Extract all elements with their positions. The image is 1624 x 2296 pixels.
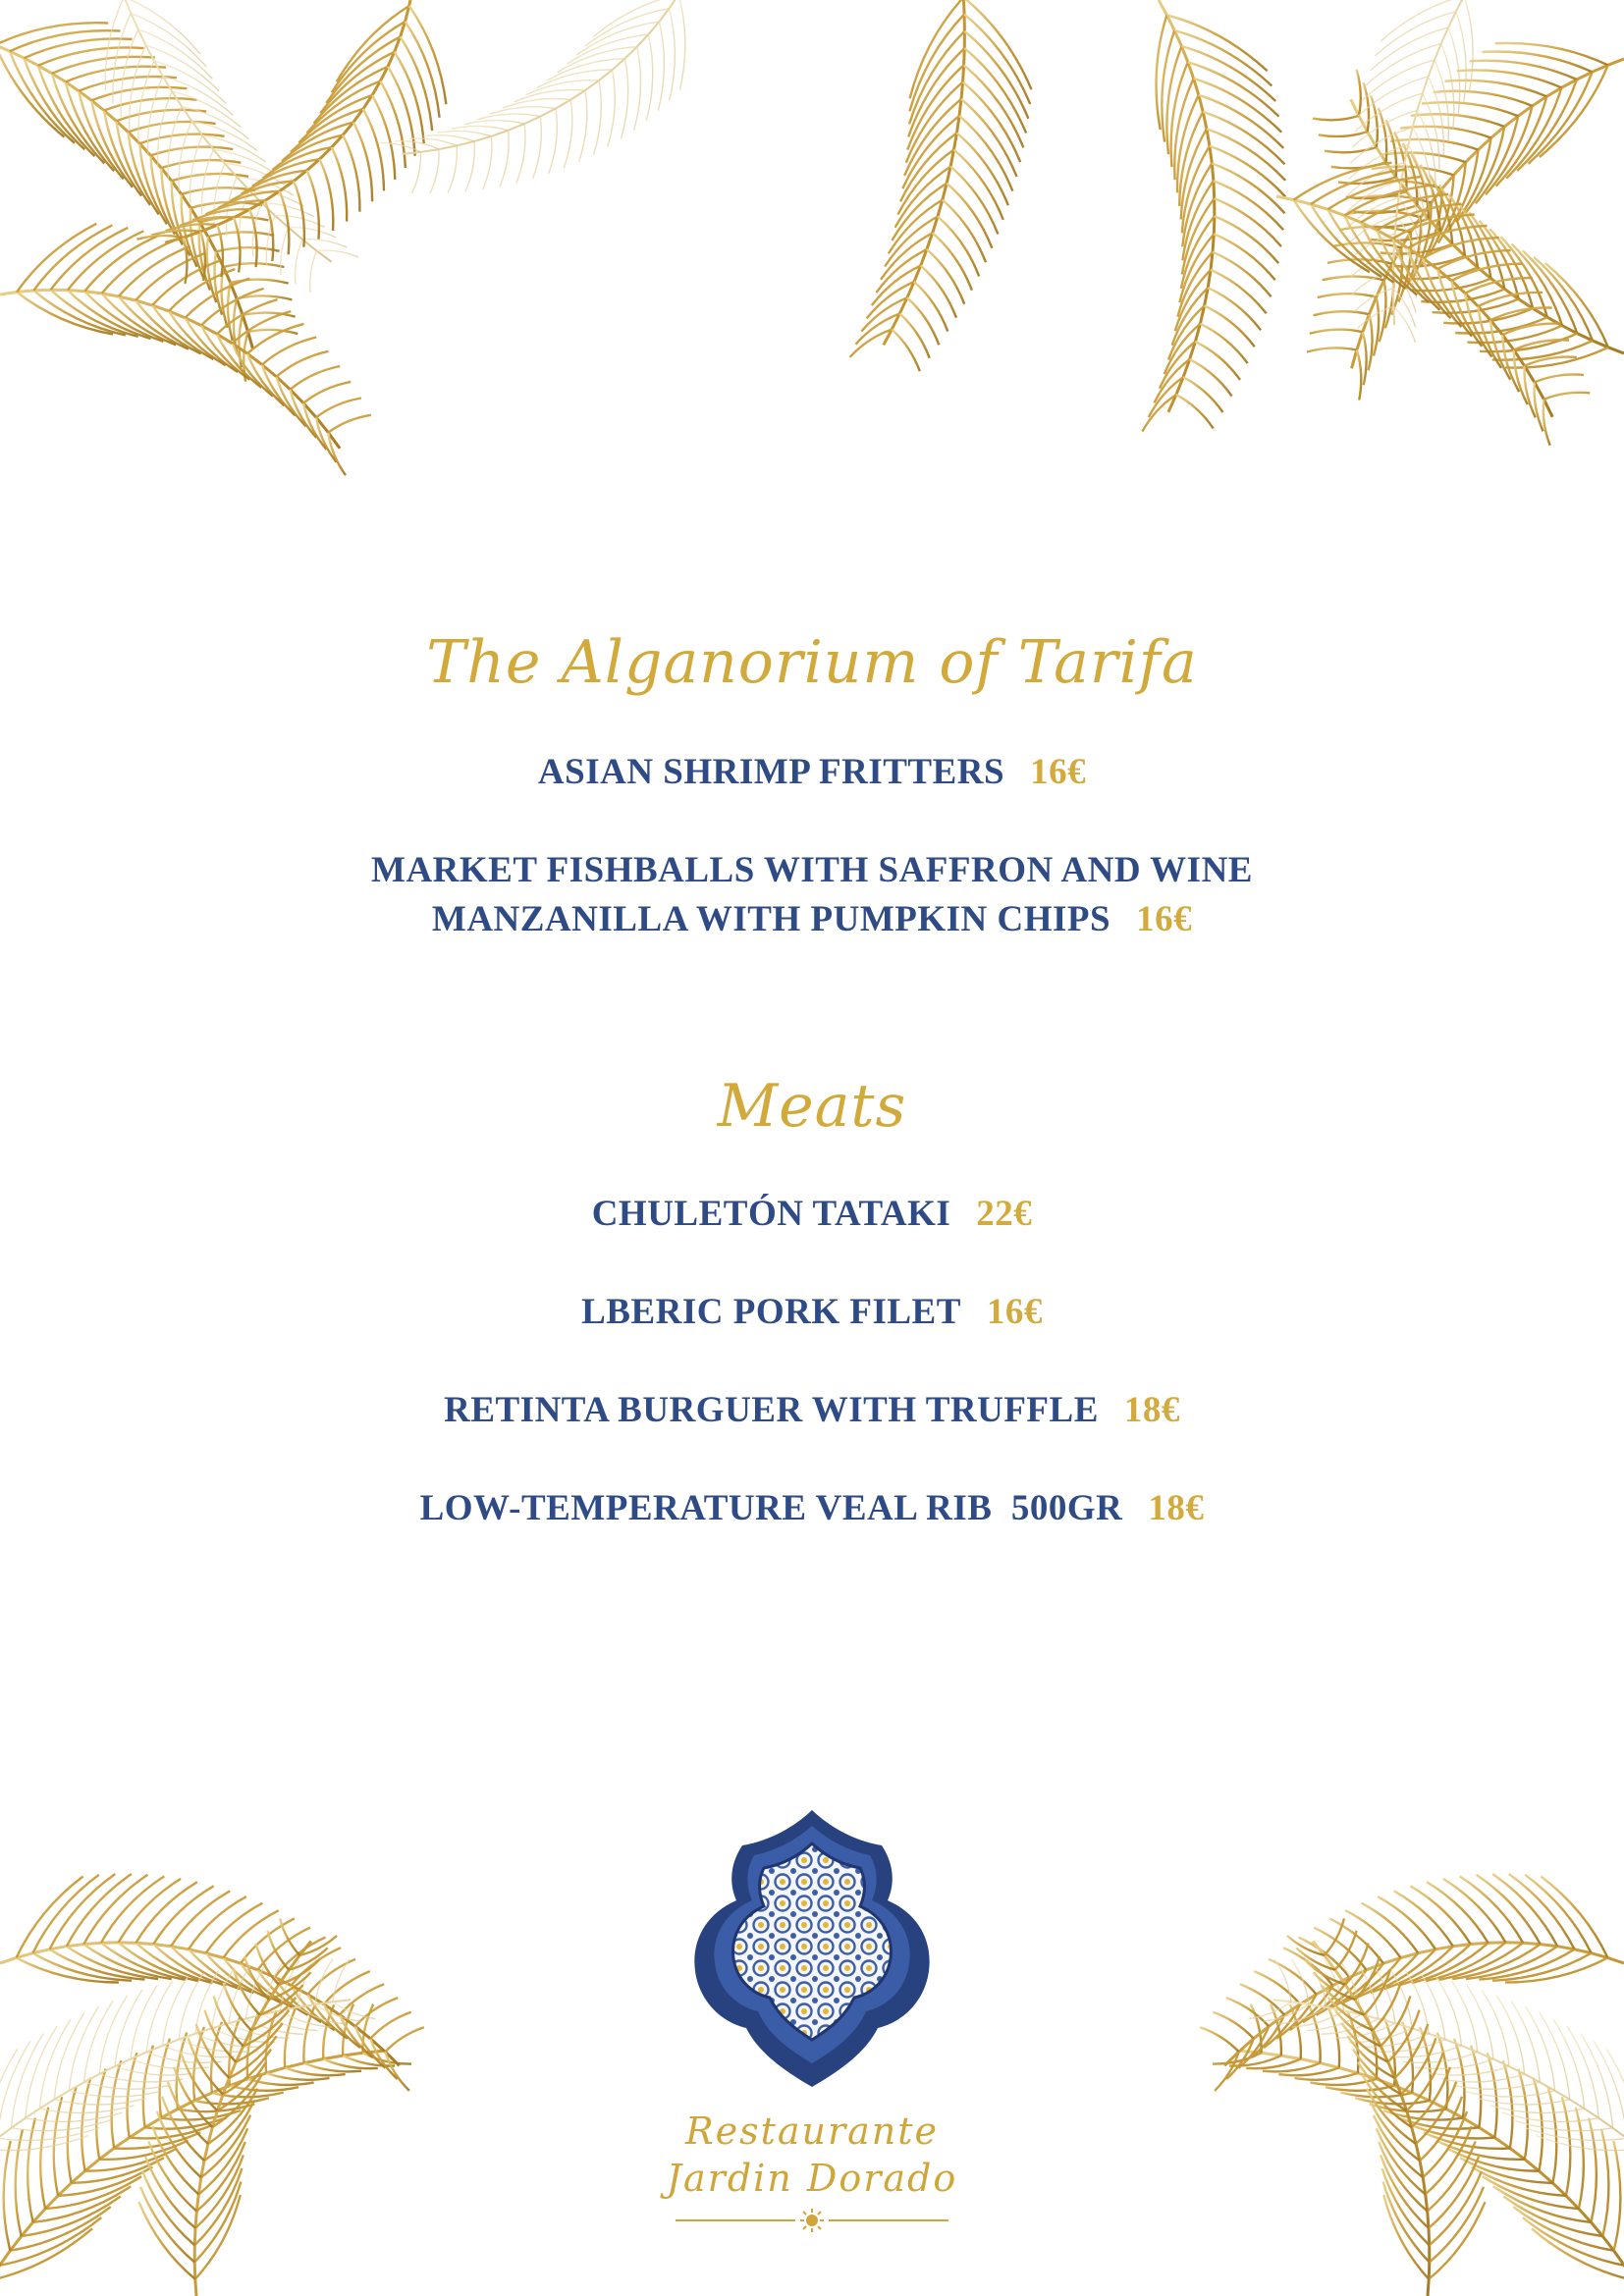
item-name: CHULETÓN TATAKI bbox=[591, 1194, 951, 1234]
menu-item-veal-rib bbox=[0, 1484, 1624, 1533]
palm-leaf-icon bbox=[0, 23, 298, 381]
item-name: ASIAN SHRIMP FRITTERS bbox=[537, 752, 1005, 792]
arch-logo-icon bbox=[685, 1806, 939, 2091]
brand-name-line-1: Restaurante bbox=[684, 2109, 940, 2153]
item-price: 22€ bbox=[976, 1194, 1033, 1234]
section-title-meats: Meats bbox=[717, 1072, 907, 1141]
item-name: LBERIC PORK FILET bbox=[581, 1292, 961, 1332]
item-price: 16€ bbox=[1136, 899, 1193, 939]
brand-name-line-2: Jardin Dorado bbox=[666, 2157, 958, 2200]
palm-leaf-icon bbox=[1142, 0, 1285, 432]
palm-leaf-icon bbox=[1200, 1874, 1624, 2091]
item-price: 16€ bbox=[1030, 752, 1087, 792]
palm-leaf-icon bbox=[1276, 163, 1590, 446]
item-name: RETINTA BURGUER WITH TRUFFLE bbox=[444, 1390, 1099, 1430]
palm-leaf-icon bbox=[0, 224, 371, 475]
palm-leaf-icon bbox=[1347, 0, 1473, 343]
menu-item-iberic-pork-filet bbox=[0, 1288, 1624, 1337]
menu-item-asian-shrimp-fritters bbox=[0, 748, 1624, 797]
palm-leaf-icon bbox=[139, 1918, 338, 2296]
palm-leaf-icon bbox=[850, 0, 1032, 371]
palm-leaf-icon bbox=[1287, 1918, 1486, 2296]
palm-leaf-icon bbox=[105, 0, 358, 293]
palm-leaf-icon bbox=[0, 1874, 424, 2091]
palm-leaf-icon bbox=[1313, 70, 1624, 368]
menu-item-retinta-burguer bbox=[0, 1386, 1624, 1435]
palm-leaf-icon bbox=[137, 0, 447, 284]
menu-item-market-fishballs bbox=[0, 846, 1624, 944]
item-price: 16€ bbox=[986, 1292, 1043, 1332]
palm-leaf-icon bbox=[1307, 43, 1624, 400]
item-name-line-1: MARKET FISHBALLS WITH SAFFRON AND WINE bbox=[371, 850, 1253, 890]
palm-leaf-icon bbox=[379, 0, 687, 193]
section-title-alganorium: The Alganorium of Tarifa bbox=[426, 628, 1198, 697]
item-price: 18€ bbox=[1123, 1390, 1180, 1430]
item-name: LOW-TEMPERATURE VEAL RIB 500GR bbox=[419, 1488, 1123, 1528]
sun-ornament-icon bbox=[674, 2206, 950, 2235]
menu-item-chuleton-tataki bbox=[0, 1190, 1624, 1239]
item-name-line-2: MANZANILLA WITH PUMPKIN CHIPS bbox=[431, 899, 1111, 939]
item-price: 18€ bbox=[1148, 1488, 1205, 1528]
